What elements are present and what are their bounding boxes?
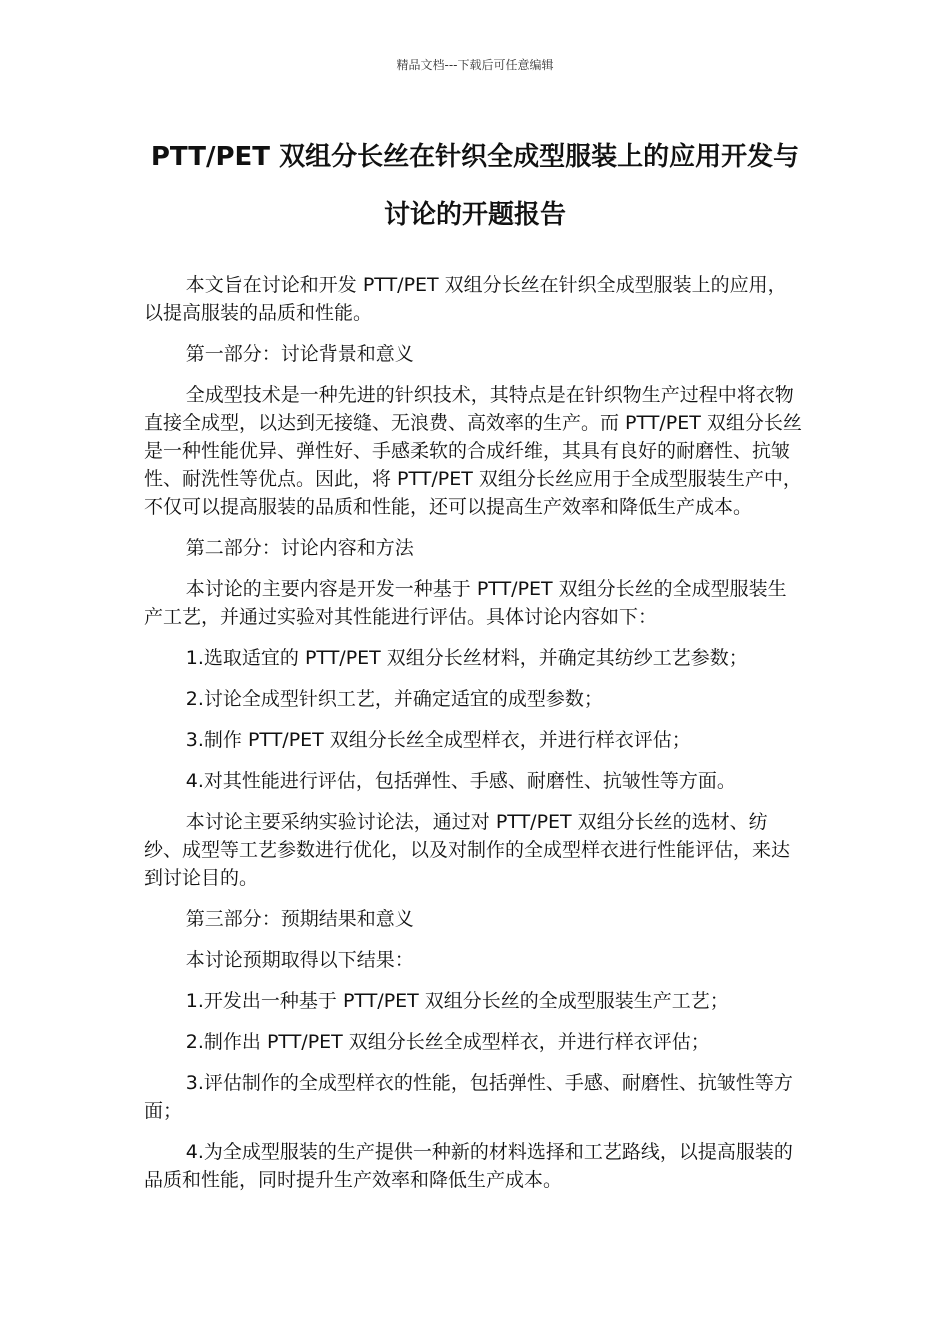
results-intro-paragraph: 本讨论预期取得以下结果： xyxy=(185,949,414,971)
content-item-1: 1.选取适宜的 PTT/PET 双组分长丝材料，并确定其纺纱工艺参数； xyxy=(185,647,748,669)
background-paragraph: 全成型技术是一种先进的针织技术，其特点是在针织物生产过程中将衣物直接全成型，以达到无接缝、无浪费、高效率的生产。而 PTT/PET 双组分长丝是一种性能优异、弹性好、手感柔软的合成纤维，其具有良好的耐磨性、抗皱性、耐洗性等优点。因此，将 PTT/PET 双组分长丝应用于全成型服装生产中，不仅可以提高服装的品质和性能，还可以提高生产效率和降低生产成本。 xyxy=(144,384,802,518)
section-heading-3: 第三部分：预期结果和意义 xyxy=(185,908,414,930)
result-item-2: 2.制作出 PTT/PET 双组分长丝全成型样衣，并进行样衣评估； xyxy=(185,1031,710,1053)
content-intro-paragraph: 本讨论的主要内容是开发一种基于 PTT/PET 双组分长丝的全成型服装生产工艺，并通过实验对其性能进行评估。具体讨论内容如下： xyxy=(144,578,787,628)
section-heading-1: 第一部分：讨论背景和意义 xyxy=(185,343,414,365)
content-item-3: 3.制作 PTT/PET 双组分长丝全成型样衣，并进行样衣评估； xyxy=(185,729,691,751)
result-item-3: 3.评估制作的全成型样衣的性能，包括弹性、手感、耐磨性、抗皱性等方面； xyxy=(144,1072,793,1122)
section-heading-2: 第二部分：讨论内容和方法 xyxy=(185,537,414,559)
result-item-4: 4.为全成型服装的生产提供一种新的材料选择和工艺路线，以提高服装的品质和性能，同时提升生产效率和降低生产成本。 xyxy=(144,1141,793,1191)
content-item-4: 4.对其性能进行评估，包括弹性、手感、耐磨性、抗皱性等方面。 xyxy=(185,770,736,792)
result-item-1: 1.开发出一种基于 PTT/PET 双组分长丝的全成型服装生产工艺； xyxy=(185,990,729,1012)
document-body xyxy=(144,271,804,1207)
method-paragraph: 本讨论主要采纳实验讨论法，通过对 PTT/PET 双组分长丝的选材、纺纱、成型等工艺参数进行优化，以及对制作的全成型样衣进行性能评估，来达到讨论目的。 xyxy=(144,811,791,889)
content-item-2: 2.讨论全成型针织工艺，并确定适宜的成型参数； xyxy=(185,688,603,710)
document-title: PTT/PET 双组分长丝在针织全成型服装上的应用开发与讨论的开题报告 xyxy=(150,142,800,230)
intro-paragraph: 本文旨在讨论和开发 PTT/PET 双组分长丝在针织全成型服装上的应用，以提高服装的品质和性能。 xyxy=(144,274,787,324)
header-note: 精品文档---下载后可任意编辑 xyxy=(396,58,554,72)
